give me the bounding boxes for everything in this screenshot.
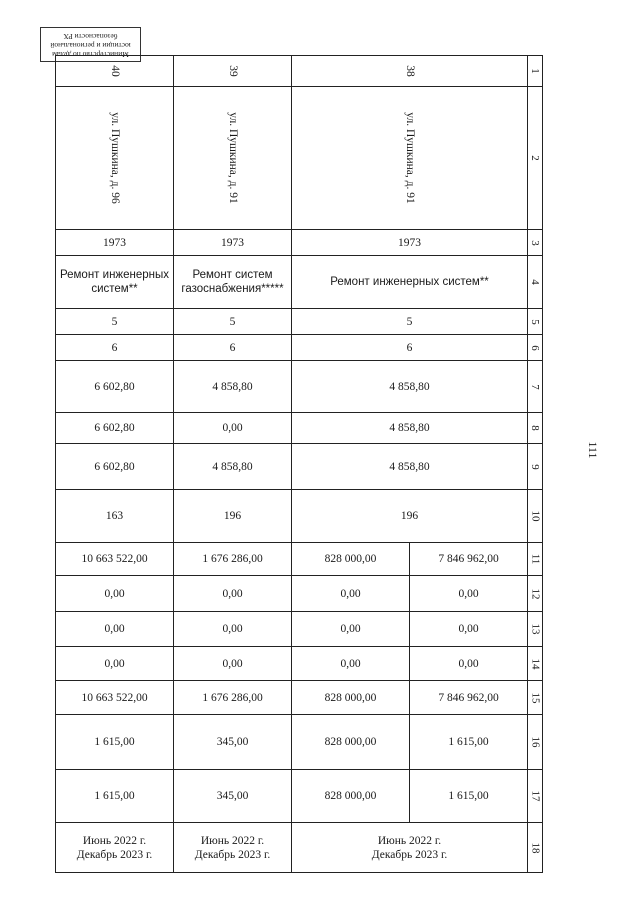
cell-value: 6 602,80: [56, 444, 174, 490]
row-number: 16: [528, 715, 543, 770]
cell-period: [56, 823, 174, 873]
table-row: [56, 543, 543, 576]
cell-period: [292, 823, 528, 873]
table-row: [56, 56, 543, 87]
period-end: Декабрь 2023 г.: [194, 848, 271, 861]
cell-value: 0,00: [292, 576, 410, 612]
period-start: Июнь 2022 г.: [200, 834, 265, 847]
row-number: 14: [528, 647, 543, 681]
cell-value: 4 858,80: [174, 361, 292, 413]
cell-address: ул. Пушкина, д. 91: [292, 87, 528, 230]
cell-value: 4 858,80: [174, 444, 292, 490]
cell-value: 828 000,00: [292, 681, 410, 715]
cell-value: 10 663 522,00: [56, 681, 174, 715]
cell-value: 163: [56, 490, 174, 543]
table-row: [56, 230, 543, 256]
cell-value: 4 858,80: [292, 444, 528, 490]
table-row: [56, 335, 543, 361]
cell-house-number: 38: [292, 56, 528, 87]
cell-value: 828 000,00: [292, 715, 410, 770]
row-number: 13: [528, 612, 543, 647]
cell-value: 0,00: [56, 647, 174, 681]
cell-value: 6 602,80: [56, 413, 174, 444]
cell-value: 0,00: [174, 576, 292, 612]
table-row: [56, 647, 543, 681]
period-start: Июнь 2022 г.: [377, 834, 442, 847]
cell-value: 7 846 962,00: [410, 681, 528, 715]
table-row: [56, 309, 543, 335]
row-number: 15: [528, 681, 543, 715]
cell-value: 4 858,80: [292, 413, 528, 444]
cell-address: ул. Пушкина, д. 91: [174, 87, 292, 230]
row-number: 4: [528, 256, 543, 309]
row-number: 11: [528, 543, 543, 576]
row-number: 9: [528, 444, 543, 490]
cell-value: 0,00: [56, 612, 174, 647]
row-number: 1: [528, 56, 543, 87]
cell-value: 5: [174, 309, 292, 335]
table-row: [56, 413, 543, 444]
cell-value: 6: [292, 335, 528, 361]
cell-year: 1973: [56, 230, 174, 256]
cell-value: 0,00: [174, 647, 292, 681]
table-row: [56, 823, 543, 873]
cell-value: 1 615,00: [410, 715, 528, 770]
cell-value: 0,00: [410, 647, 528, 681]
row-number: 2: [528, 87, 543, 230]
table-row: [56, 490, 543, 543]
housing-repair-table: [55, 55, 543, 873]
cell-value: 6: [174, 335, 292, 361]
row-number: 10: [528, 490, 543, 543]
period-end: Декабрь 2023 г.: [76, 848, 153, 861]
row-number: 6: [528, 335, 543, 361]
table-row: [56, 770, 543, 823]
cell-value: 6 602,80: [56, 361, 174, 413]
table-row: [56, 715, 543, 770]
cell-value: 5: [56, 309, 174, 335]
cell-value: 828 000,00: [292, 543, 410, 576]
cell-value: 10 663 522,00: [56, 543, 174, 576]
cell-value: 0,00: [410, 576, 528, 612]
cell-work-type: Ремонт систем газоснабжения*****: [174, 256, 292, 309]
cell-value: 0,00: [174, 612, 292, 647]
cell-year: 1973: [174, 230, 292, 256]
cell-value: 6: [56, 335, 174, 361]
cell-value: 345,00: [174, 770, 292, 823]
cell-value: 345,00: [174, 715, 292, 770]
period-start: Июнь 2022 г.: [82, 834, 147, 847]
cell-work-type: Ремонт инженерных систем**: [292, 256, 528, 309]
page-number: 111: [586, 441, 600, 459]
table-row: [56, 576, 543, 612]
cell-address: ул. Пушкина, д. 96: [56, 87, 174, 230]
row-number: 5: [528, 309, 543, 335]
cell-value: 0,00: [410, 612, 528, 647]
cell-house-number: 39: [174, 56, 292, 87]
stamp-line: юстиции и региональной: [50, 41, 131, 50]
cell-value: 196: [292, 490, 528, 543]
cell-value: 1 615,00: [56, 770, 174, 823]
table-row: [56, 256, 543, 309]
cell-period: [174, 823, 292, 873]
period-end: Декабрь 2023 г.: [371, 848, 448, 861]
row-number: 7: [528, 361, 543, 413]
table-row: [56, 87, 543, 230]
cell-work-type: Ремонт инженерных систем**: [56, 256, 174, 309]
cell-value: 196: [174, 490, 292, 543]
row-number: 17: [528, 770, 543, 823]
table-row: [56, 361, 543, 413]
cell-value: 7 846 962,00: [410, 543, 528, 576]
table-row: [56, 681, 543, 715]
cell-value: 1 676 286,00: [174, 681, 292, 715]
cell-value: 828 000,00: [292, 770, 410, 823]
cell-value: 0,00: [174, 413, 292, 444]
row-number: 12: [528, 576, 543, 612]
cell-value: 1 615,00: [56, 715, 174, 770]
row-number: 18: [528, 823, 543, 873]
cell-value: 4 858,80: [292, 361, 528, 413]
table-row: [56, 444, 543, 490]
cell-house-number: 40: [56, 56, 174, 87]
cell-value: 0,00: [56, 576, 174, 612]
cell-value: 1 615,00: [410, 770, 528, 823]
cell-year: 1973: [292, 230, 528, 256]
table-row: [56, 612, 543, 647]
stamp-line: безопасности РХ: [63, 32, 118, 41]
cell-value: 5: [292, 309, 528, 335]
stamp-line: Министерство по делам: [52, 50, 129, 59]
cell-value: 0,00: [292, 612, 410, 647]
row-number: 3: [528, 230, 543, 256]
cell-value: 0,00: [292, 647, 410, 681]
row-number: 8: [528, 413, 543, 444]
cell-value: 1 676 286,00: [174, 543, 292, 576]
